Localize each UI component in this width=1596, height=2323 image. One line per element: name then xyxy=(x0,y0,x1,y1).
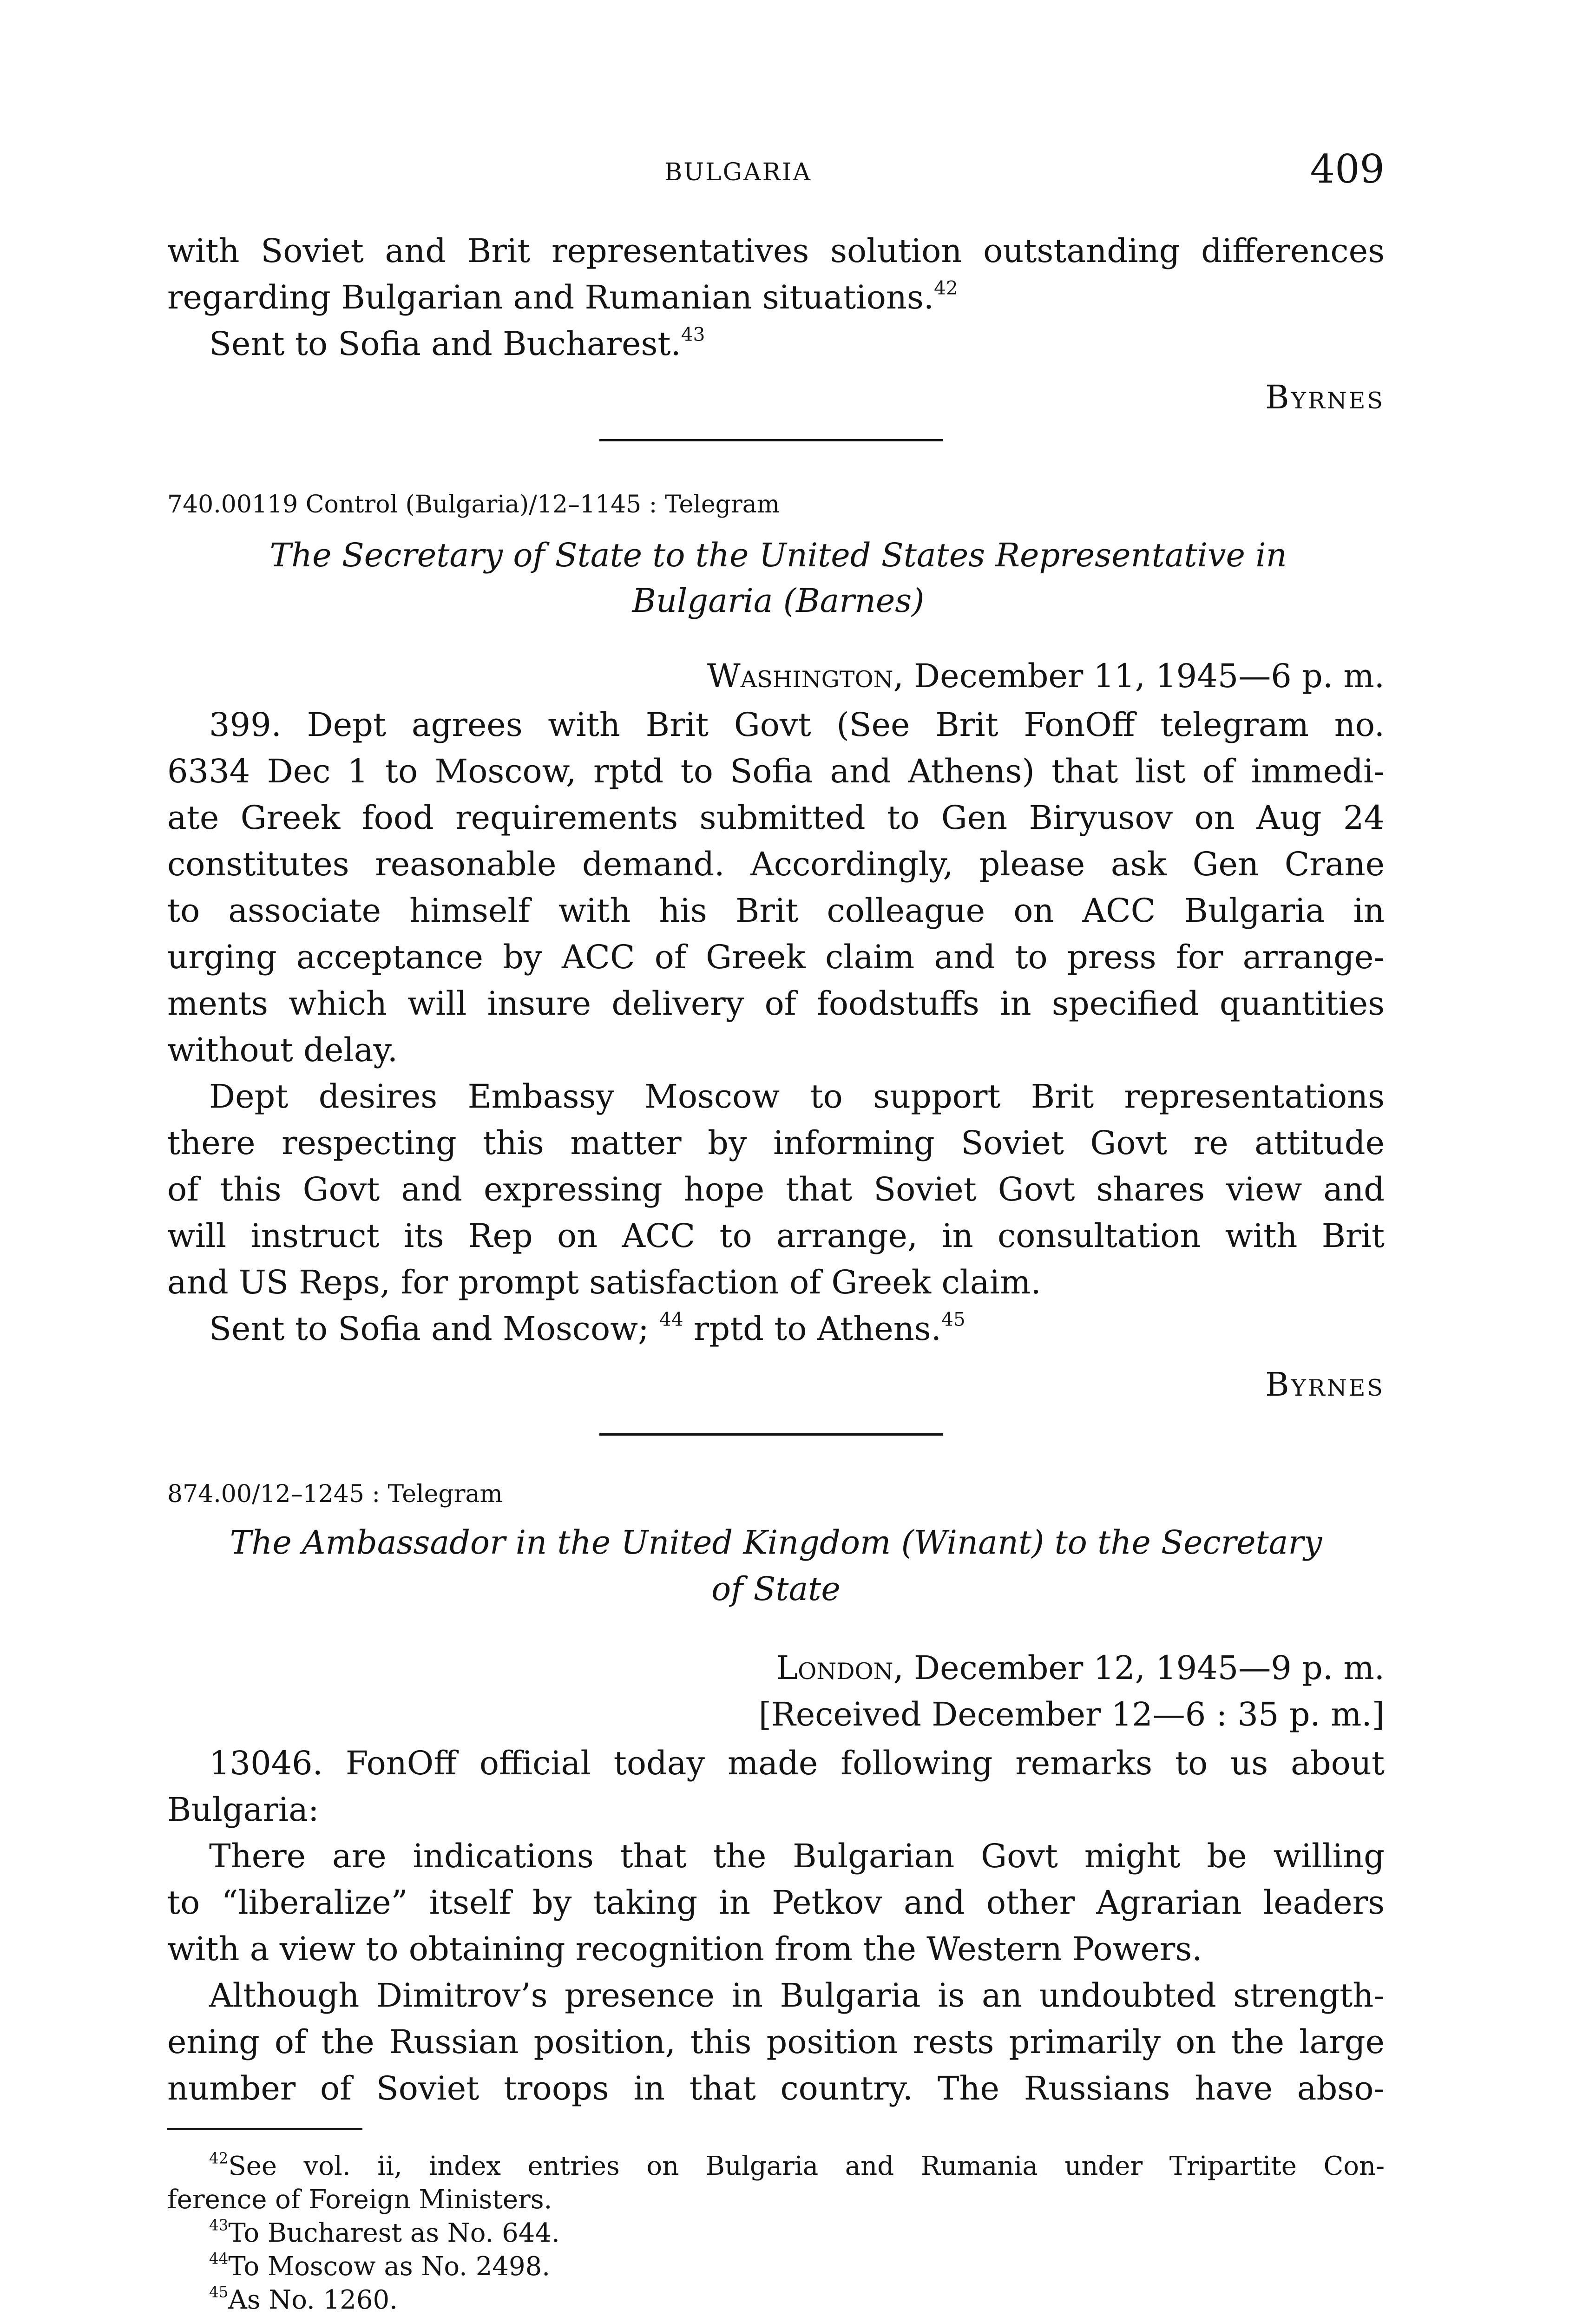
intro-line-2: regarding Bulgarian and Rumanian situations.$^{42}$ xyxy=(167,276,958,316)
doc2-para3-line-1: Although Dimitrov’s presence in Bulgaria is an undoubted strength- xyxy=(209,1976,1385,2015)
intro-line-1: with Soviet and Brit representatives solution outstanding differences xyxy=(167,232,1385,270)
doc2-para1-line-1: 13046. FonOff official today made following remarks to us about xyxy=(209,1744,1385,1782)
footnote-ref-43: 43 xyxy=(681,323,705,346)
footnote-ref-45: 45 xyxy=(941,1308,965,1331)
doc1-para1-line-6: urging acceptance by ACC of Greek claim and to press for arrange- xyxy=(167,938,1385,976)
running-title: BULGARIA xyxy=(664,158,812,186)
doc2-para3-line-3: number of Soviet troops in that country. The Russians have abso- xyxy=(167,2069,1385,2107)
signature-byrnes-2: Byrnes xyxy=(1265,1365,1385,1404)
doc1-sent-line: Sent to Sofia and Moscow; $^{44}$ rptd to Athens.$^{45}$ xyxy=(209,1308,965,1348)
intro-sent-line: Sent to Sofia and Bucharest.$^{43}$ xyxy=(209,323,705,363)
doc2-title-line-1: The Ambassador in the United Kingdom (Winant) to the Secretary xyxy=(230,1523,1322,1562)
doc2-dateline: London, December 12, 1945—9 p. m. xyxy=(776,1649,1385,1687)
footnote-42-line-2: ference of Foreign Ministers. xyxy=(167,2185,552,2215)
doc2-para2-line-1: There are indications that the Bulgarian Govt might be willing xyxy=(209,1837,1385,1875)
footnote-ref-42: 42 xyxy=(934,276,958,299)
section-divider-2 xyxy=(599,1433,943,1436)
doc1-para1-line-7: ments which will insure delivery of foodstuffs in specified quantities xyxy=(167,984,1385,1023)
file-reference-1: 740.00119 Control (Bulgaria)/12–1145 : Telegram xyxy=(167,491,780,518)
doc1-para1-line-3: ate Greek food requirements submitted to Gen Biryusov on Aug 24 xyxy=(167,799,1385,837)
doc1-para2-line-3: of this Govt and expressing hope that Soviet Govt shares view and xyxy=(167,1170,1385,1208)
doc1-para2-line-5: and US Reps, for prompt satisfaction of Greek claim. xyxy=(167,1263,1041,1301)
footnote-rule xyxy=(167,2128,362,2130)
doc2-para1-line-2: Bulgaria: xyxy=(167,1791,319,1829)
doc1-para1-line-1: 399. Dept agrees with Brit Govt (See Brit FonOff telegram no. xyxy=(209,706,1385,744)
doc1-para2-line-4: will instruct its Rep on ACC to arrange, in consultation with Brit xyxy=(167,1217,1385,1255)
doc1-para1-line-8: without delay. xyxy=(167,1031,398,1069)
doc1-title-line-2: Bulgaria (Barnes) xyxy=(632,582,925,620)
doc1-para1-line-4: constitutes reasonable demand. Accordingly, please ask Gen Crane xyxy=(167,845,1385,883)
doc1-para1-line-2: 6334 Dec 1 to Moscow, rptd to Sofia and Athens) that list of immedi- xyxy=(167,752,1385,790)
footnote-43: $^{43}$To Bucharest as No. 644. xyxy=(209,2216,560,2248)
footnote-44: $^{44}$To Moscow as No. 2498. xyxy=(209,2250,551,2282)
doc2-received-line: [Received December 12—6 : 35 p. m.] xyxy=(758,1695,1385,1733)
doc2-para2-line-2: to “liberalize” itself by taking in Petkov and other Agrarian leaders xyxy=(167,1883,1385,1922)
doc2-para2-line-3: with a view to obtaining recognition from the Western Powers. xyxy=(167,1930,1202,1968)
doc2-para3-line-2: ening of the Russian position, this position rests primarily on the large xyxy=(167,2023,1385,2061)
doc2-title-line-2: of State xyxy=(711,1570,841,1608)
section-divider-1 xyxy=(599,439,943,441)
footnote-ref-44: 44 xyxy=(659,1308,683,1331)
signature-byrnes-1: Byrnes xyxy=(1265,378,1385,416)
doc1-para2-line-2: there respecting this matter by informing Soviet Govt re attitude xyxy=(167,1124,1385,1162)
page-number: 409 xyxy=(1310,146,1385,192)
footnote-42-line-1: $^{42}$See vol. ii, index entries on Bulgaria and Rumania under Tripartite Con- xyxy=(209,2149,1385,2181)
doc1-para2-line-1: Dept desires Embassy Moscow to support Brit representations xyxy=(209,1077,1385,1116)
doc1-title-line-1: The Secretary of State to the United States Representative in xyxy=(269,536,1287,574)
file-reference-2: 874.00/12–1245 : Telegram xyxy=(167,1480,503,1508)
footnote-45: $^{45}$As No. 1260. xyxy=(209,2283,398,2315)
doc1-dateline: Washington, December 11, 1945—6 p. m. xyxy=(707,657,1385,695)
doc1-para1-line-5: to associate himself with his Brit colleague on ACC Bulgaria in xyxy=(167,892,1385,930)
